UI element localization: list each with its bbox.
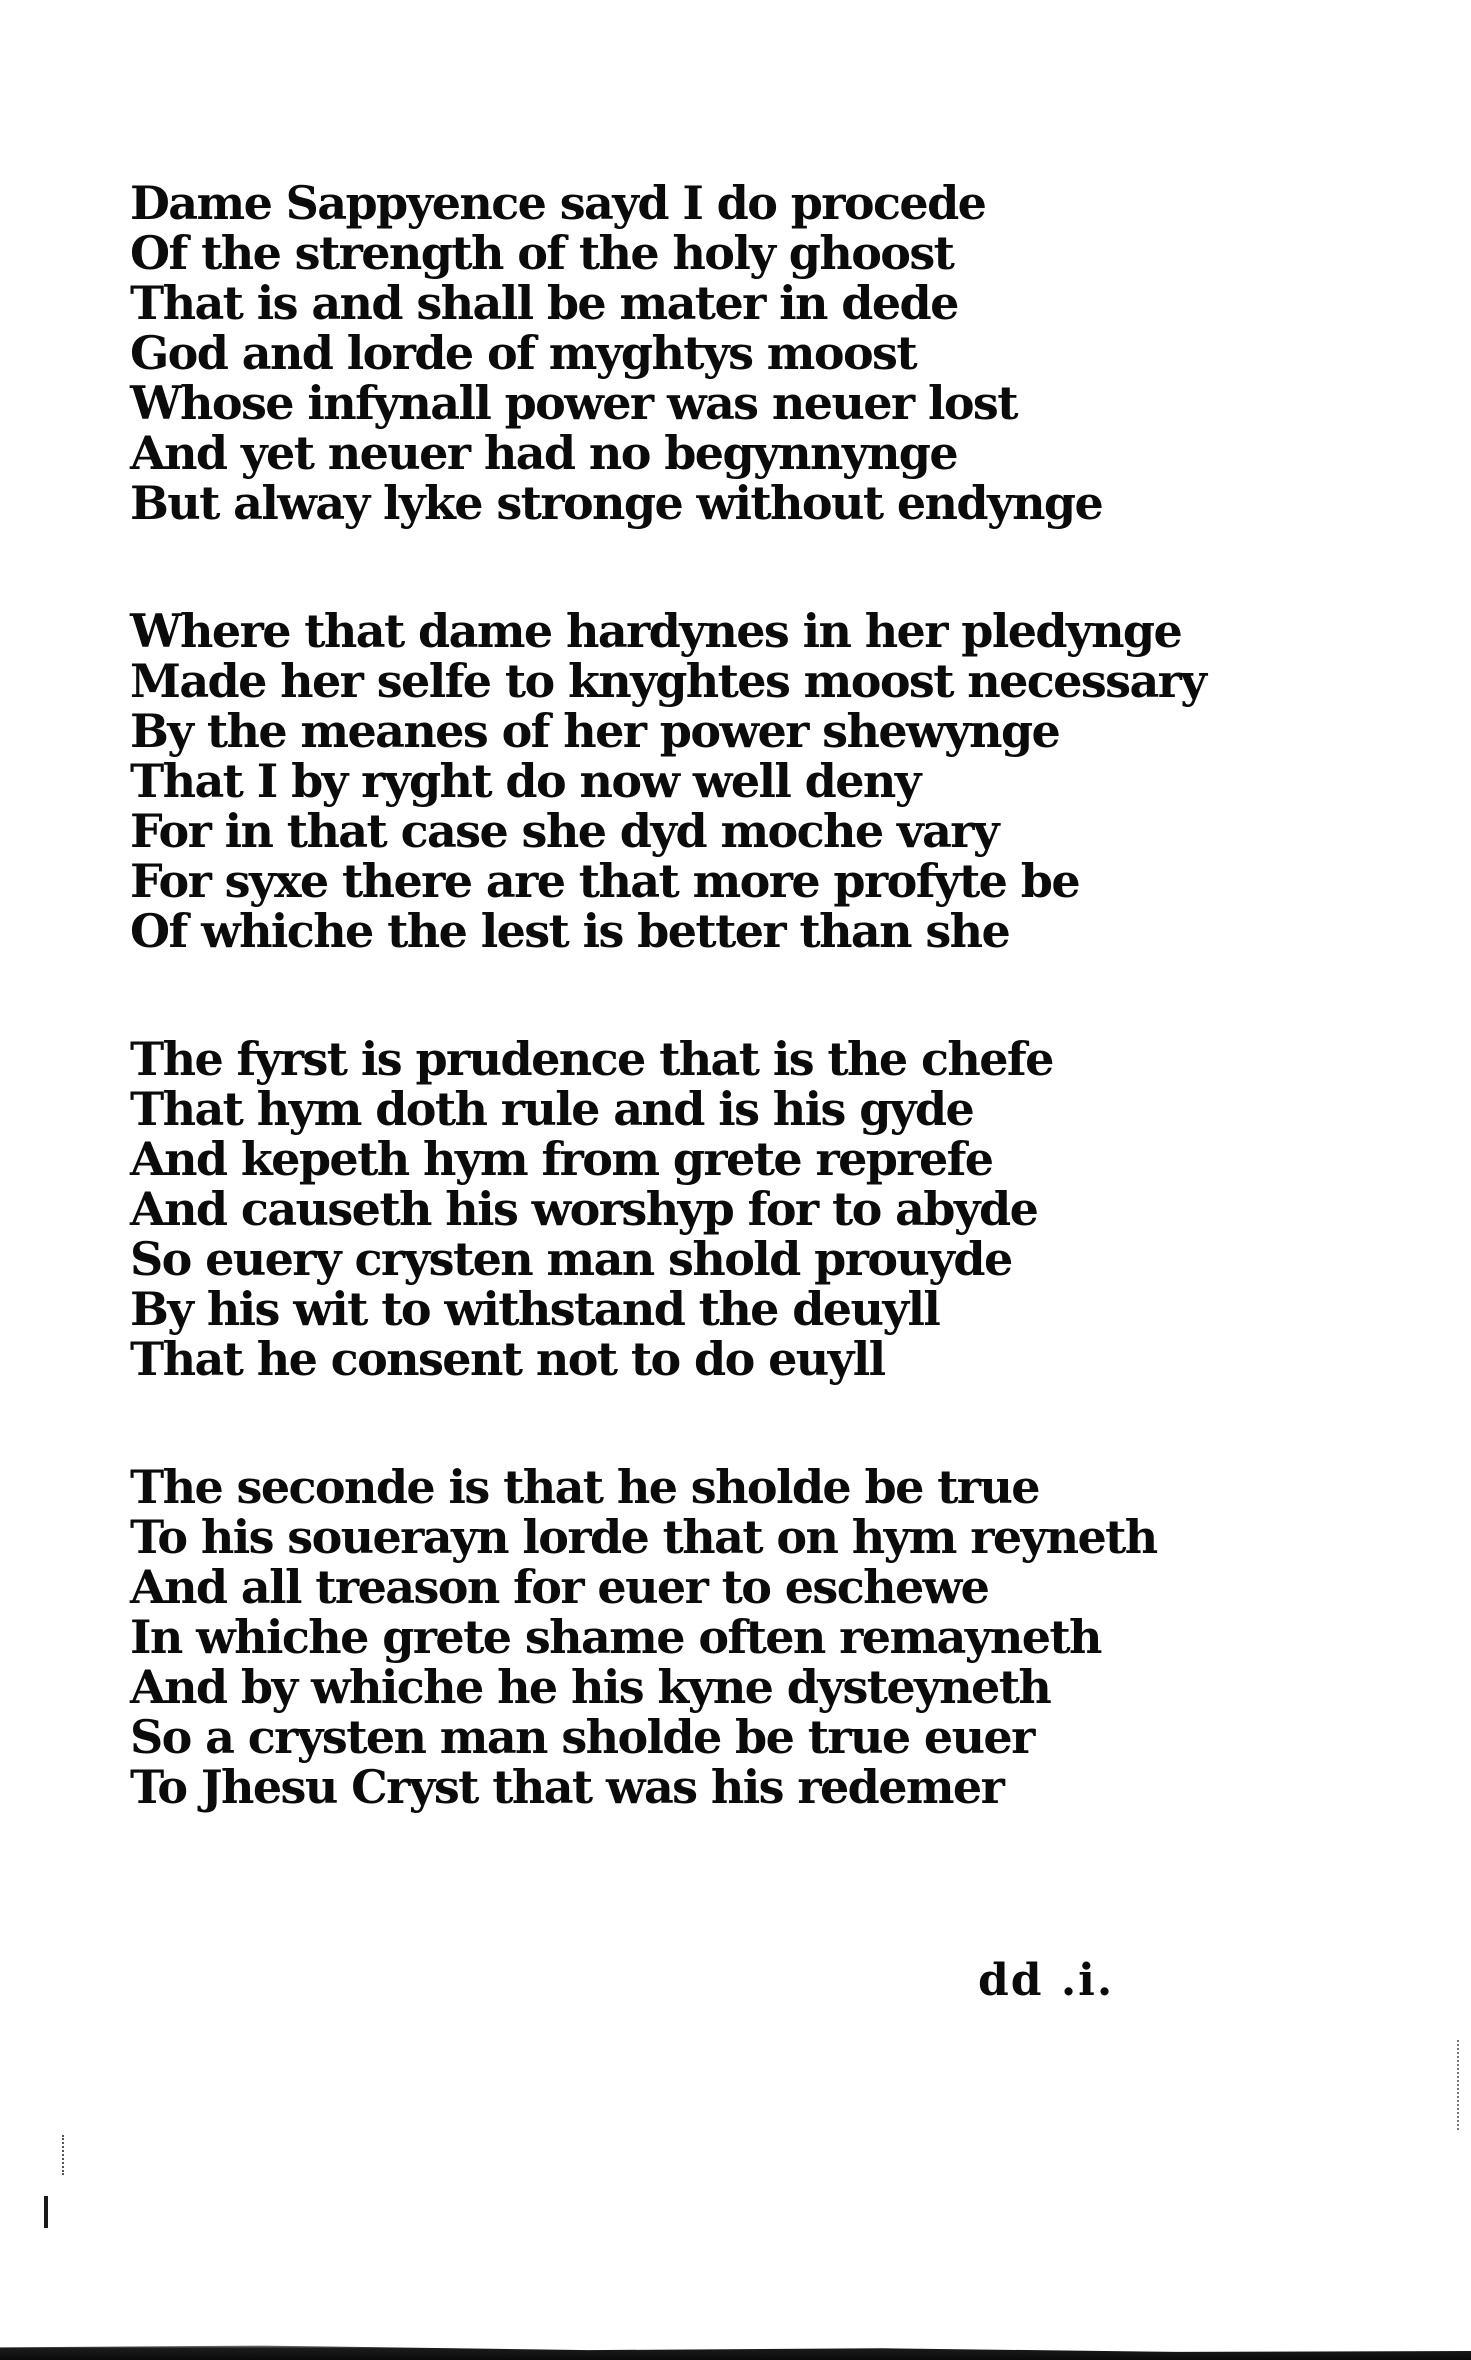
poem-line: And yet neuer had no begynnynge xyxy=(130,426,958,480)
poem-line: And causeth his worshyp for to abyde xyxy=(130,1182,1038,1236)
poem-line: The fyrst is prudence that is the chefe xyxy=(130,1032,1053,1086)
stanza-4 xyxy=(130,1460,1157,1814)
stanza-2 xyxy=(130,604,1206,958)
poem-line: But alway lyke stronge without endynge xyxy=(130,476,1103,530)
poem-line: For syxe there are that more profyte be xyxy=(130,854,1079,908)
poem-line: Of whiche the lest is better than she xyxy=(130,904,1010,958)
poem-line: So euery crysten man shold prouyde xyxy=(130,1232,1012,1286)
poem-line: That he consent not to do euyll xyxy=(130,1332,885,1386)
scan-artifact-dots xyxy=(62,2135,66,2175)
signature-mark: dd .i. xyxy=(978,1955,1115,2006)
scan-artifact-mark xyxy=(44,2196,48,2228)
poem-line: The seconde is that he sholde be true xyxy=(130,1460,1039,1514)
scan-artifact-dots-right xyxy=(1457,2040,1461,2130)
poem-line: God and lorde of myghtys moost xyxy=(130,326,916,380)
poem-line: And kepeth hym from grete reprefe xyxy=(130,1132,993,1186)
poem-line: That hym doth rule and is his gyde xyxy=(130,1082,974,1136)
poem-line: So a crysten man sholde be true euer xyxy=(130,1710,1034,1764)
poem-line: That I by ryght do now well deny xyxy=(130,754,920,808)
stanza-3 xyxy=(130,1034,1130,1384)
stanza-1 xyxy=(130,178,1130,528)
poem-line: Dame Sappyence sayd I do procede xyxy=(130,176,986,230)
poem-line: Made her selfe to knyghtes moost necessary xyxy=(130,654,1206,708)
poem-line: In whiche grete shame often remayneth xyxy=(130,1610,1101,1664)
poem-line: Whose infynall power was neuer lost xyxy=(130,376,1017,430)
poem-line: To his souerayn lorde that on hym reyneth xyxy=(130,1510,1157,1564)
poem-line: To Jhesu Cryst that was his redemer xyxy=(130,1760,1004,1814)
poem-line: That is and shall be mater in dede xyxy=(130,276,958,330)
poem-line: By the meanes of her power shewynge xyxy=(130,704,1060,758)
poem-line: Of the strength of the holy ghoost xyxy=(130,226,954,280)
poem-line: For in that case she dyd moche vary xyxy=(130,804,999,858)
poem-text xyxy=(130,176,1206,1890)
poem-line: By his wit to withstand the deuyll xyxy=(130,1282,940,1336)
poem-line: And by whiche he his kyne dysteyneth xyxy=(130,1660,1051,1714)
poem-line: Where that dame hardynes in her pledynge xyxy=(130,604,1182,658)
page-bottom-edge xyxy=(0,2342,1471,2360)
poem-line: And all treason for euer to eschewe xyxy=(130,1560,989,1614)
